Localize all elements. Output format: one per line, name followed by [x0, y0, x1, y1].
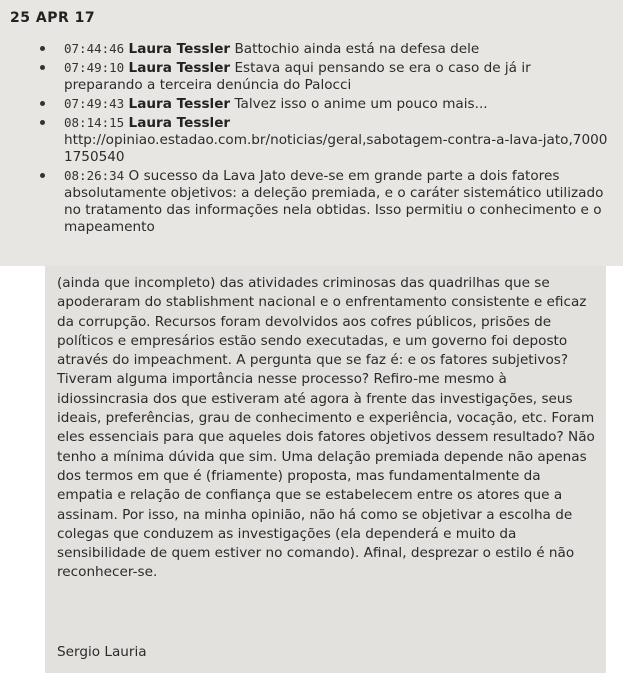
message-signature: Sergio Lauria	[57, 644, 147, 660]
message-sender: Laura Tessler	[128, 96, 231, 112]
message-sender: Laura Tessler	[128, 115, 231, 131]
message-item	[34, 40, 612, 58]
message-text: Battochio ainda está na defesa dele	[234, 41, 480, 57]
message-continuation-section	[45, 266, 606, 673]
message-time: 08:14:15	[64, 115, 125, 130]
message-sender: Laura Tessler	[128, 60, 231, 76]
message-item	[34, 167, 612, 236]
bullet-icon	[40, 173, 45, 178]
bullet-icon	[40, 65, 45, 70]
message-item	[34, 114, 612, 166]
message-text: O sucesso da Lava Jato deve-se em grande parte a dois fatores absolutamente objetivos: a deleção premiada, e o caráter sistemático utilizado no tratamento das informações nela obtidas. Isso permitiu o conhecimento e o mapeamento	[64, 168, 604, 235]
message-link[interactable]: http://opiniao.estadao.com.br/noticias/geral,sabotagem-contra-a-lava-jato,70001750540	[64, 132, 608, 165]
message-list	[34, 40, 612, 237]
chat-log-top-section	[0, 0, 623, 266]
bullet-icon	[40, 120, 45, 125]
message-sender: Laura Tessler	[128, 41, 231, 57]
message-item	[34, 95, 612, 113]
bullet-icon	[40, 101, 45, 106]
message-text: Talvez isso o anime um pouco mais...	[234, 96, 488, 112]
date-header: 25 APR 17	[10, 10, 96, 26]
message-text: Estava aqui pensando se era o caso de já ir preparando a terceira denúncia do Palocci	[64, 60, 531, 93]
message-time: 08:26:34	[64, 168, 125, 183]
message-continuation-text: (ainda que incompleto) das atividades criminosas das quadrilhas que se apoderaram do stablishment nacional e o enfrentamento consistente e eficaz da corrupção. Recursos foram devolvidos aos cofres públicos, prisões de políticos e empresários estão sendo executadas, e um governo foi deposto através do impeachment. A pergunta que se faz é: e os fatores subjetivos? Tiveram alguma importância nesse processo? Refiro-me mesmo à idiossincrasia dos que estiveram até agora à frente das investigações, seus ideais, preferências, grau de conhecimento e experiência, vocação, etc. Foram eles essenciais para que aqueles dois fatores objetivos dessem resultado? Não tenho a mínima dúvida que sim. Uma delação premiada depende não apenas dos termos em que é (friamente) proposta, mas fundamentalmente da empatia e relação de confiança que se estabelecem entre os atores que a assinam. Por isso, na minha opinião, não há como se objetivar a escolha de colegas que conduzem as investigações (ela dependerá e muito da sensibilidade de quem estiver no comando). Afinal, desprezar o estilo é não reconhecer-se.	[57, 275, 595, 581]
message-item	[34, 59, 612, 94]
message-time: 07:49:10	[64, 60, 125, 75]
message-time: 07:44:46	[64, 41, 125, 56]
message-time: 07:49:43	[64, 96, 125, 111]
bullet-icon	[40, 46, 45, 51]
